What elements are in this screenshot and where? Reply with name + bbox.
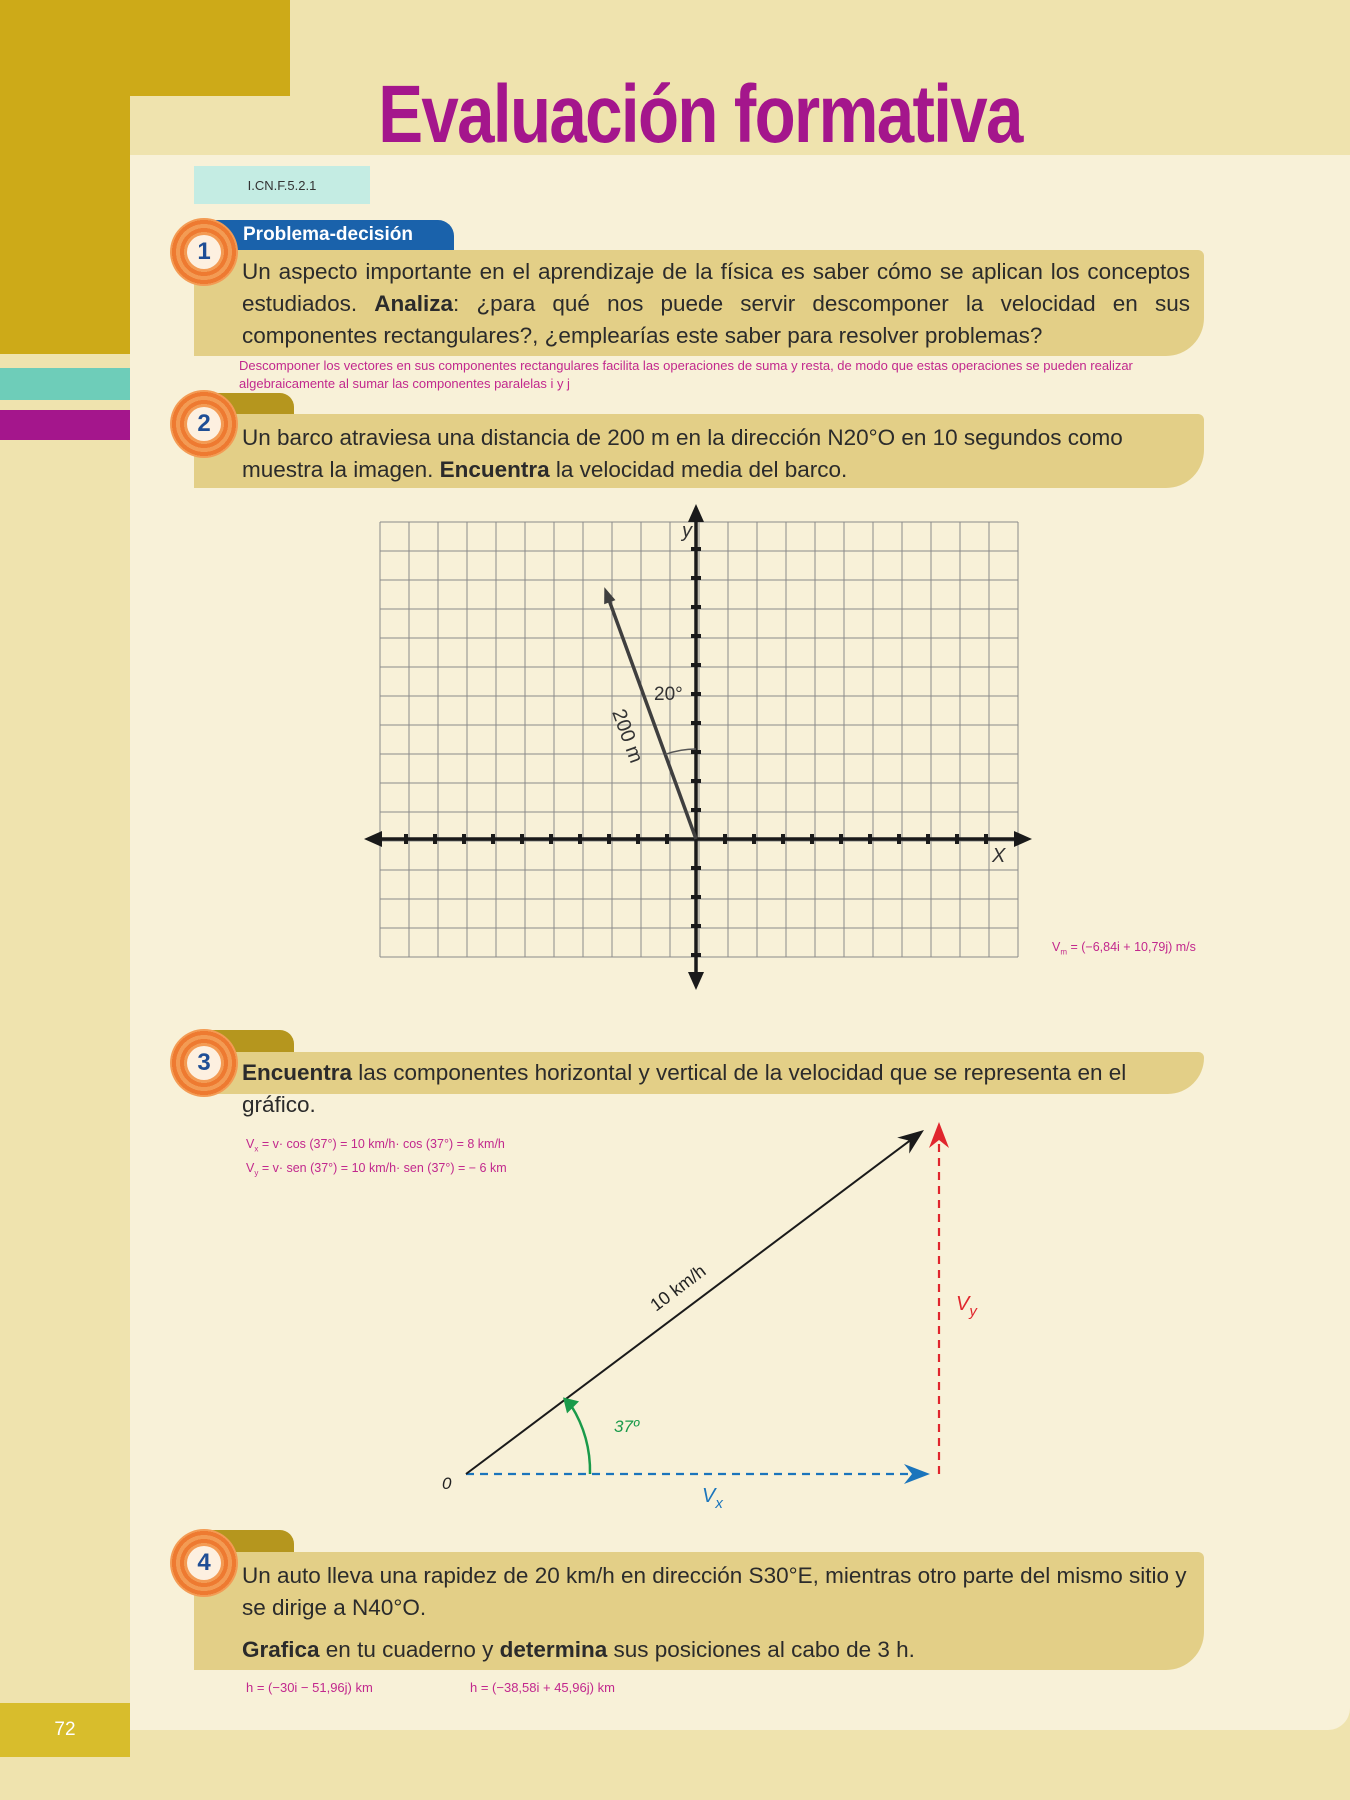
x-axis-right-arrow [1014,831,1032,847]
angle-37-arc [571,1405,590,1474]
side-gold-strip [0,96,130,354]
question-1-number-badge: 1 [170,218,238,286]
x-axis-left-arrow [364,831,382,847]
question-2-answer: $V_m = (-6,84i + 10,79j)$ m/s [1052,940,1196,957]
page-title: Evaluación formativa [378,69,1022,160]
magnitude-10kmh-label: 10 km/h [646,1260,710,1316]
velocity-vector-arrowhead [897,1130,924,1154]
y-axis-label: y [682,520,692,542]
side-teal-bar [0,368,130,400]
question-2-text: Un barco atraviesa una distancia de 200 m en la dirección N20°O en 10 segundos como muestra la imagen. Encuentra la velocidad media del barco. [242,425,1123,482]
question-2-number-badge: 2 [170,390,238,458]
curriculum-code-tag: I.CN.F.5.2.1 [194,166,370,204]
question-2-box [194,414,1204,488]
x-axis-label: X [992,845,1006,867]
y-axis-down-arrow [688,972,704,990]
angle-37-arc-arrowhead [563,1397,579,1413]
question-3-answer-vy: $V_y = v\cdot$ sen (37°) = 10 km/h· sen (37°) = − 6 km [246,1160,507,1177]
velocity-vector-line [466,1141,910,1474]
question-4-answer-a: h = (−30i − 51,96j) km [246,1680,373,1695]
question-3-answer-vx: $V_x = v\cdot \cos (37^\circ) = 10$ km/h· cos (37°) = 8 km/h [246,1137,505,1154]
page-number: 72 [0,1703,130,1757]
question-3-text: Encuentra las componentes horizontal y vertical de la velocidad que se representa en el gráfico. [242,1060,1127,1117]
vx-label: $V_x$ [702,1485,723,1512]
question-3-number-badge: 3 [170,1029,238,1097]
question-4-box [194,1552,1204,1670]
figure-1-axes [364,504,1032,990]
vy-label: $V_y$ [956,1293,977,1320]
figure-1-vector-grid [360,500,1040,1000]
question-1-text: Un aspecto importante en el aprendizaje de la física es saber cómo se aplican los conceptos estudiados. Analiza: ¿para qué nos puede servir descomponer la velocidad en sus componentes rectangulares?, ¿emplearías este saber para resolver problemas? [242,259,1190,348]
distance-200m-label: 200 m [607,706,647,766]
figure-2-velocity-components [430,1110,990,1520]
question-4-instruction: Grafica en tu cuaderno y determina sus posiciones al cabo de 3 h. [242,1637,915,1662]
question-4-answer-b: h = (−38,58i + 45,96j) km [470,1680,615,1695]
boat-vector-arrowhead [604,587,615,604]
question-1-box [194,250,1204,356]
origin-label: 0 [442,1474,452,1493]
question-3-box [194,1052,1204,1117]
angle-37-label: 37º [614,1417,640,1436]
question-1-answer: Descomponer los vectores en sus componentes rectangulares facilita las operaciones de suma y resta, de modo que estas operaciones se pueden realizar algebraicamente al sumar las componentes paralelas i y j [239,358,1133,391]
question-4-number-badge: 4 [170,1529,238,1597]
question-4-text: Un auto lleva una rapidez de 20 km/h en dirección S30°E, mientras otro parte del mismo sitio y se dirige a N40°O. [242,1563,1187,1620]
problem-decision-tab: Problema-decisión [210,220,454,250]
angle-20-label: 20° [654,684,683,705]
side-magenta-bar [0,410,130,440]
figure-1-grid [380,522,1018,957]
